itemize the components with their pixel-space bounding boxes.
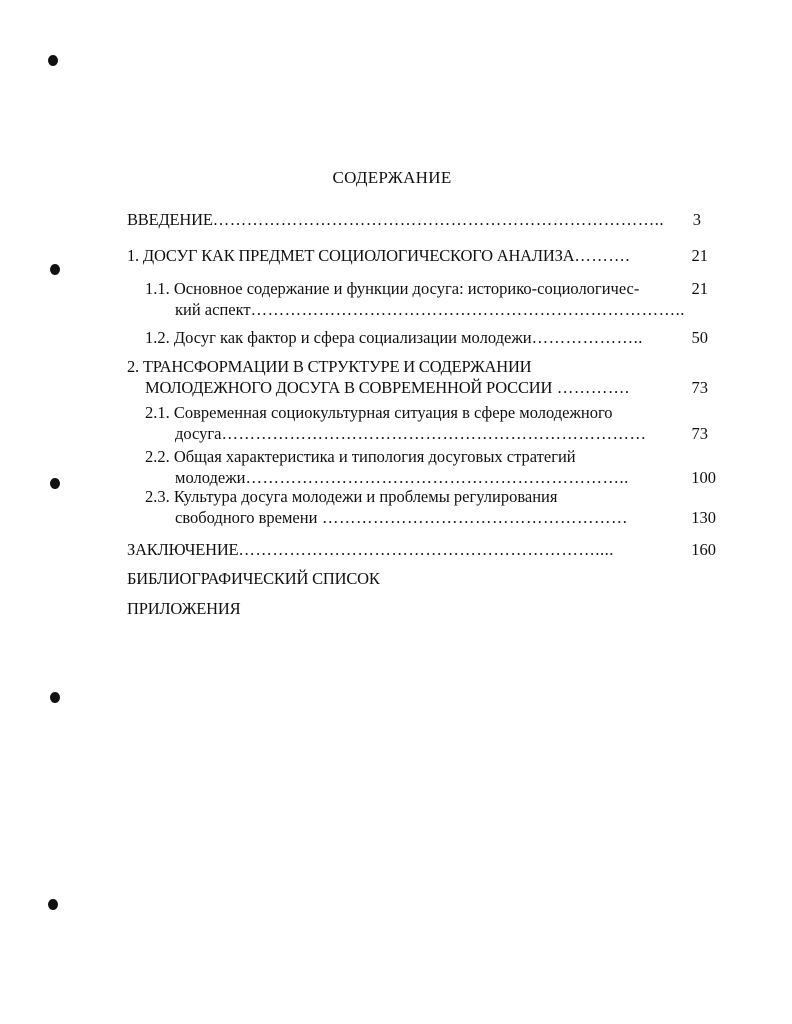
toc-entry-section-1-1-cont [175, 300, 685, 320]
entry-title-cont: досуга [175, 424, 222, 443]
toc-entry-section-1-1 [145, 279, 639, 299]
toc-entry-section-2-2-cont [175, 468, 629, 488]
binder-hole [50, 478, 60, 489]
toc-entry-appendices [127, 599, 240, 619]
page-number: 130 [691, 508, 716, 527]
entry-title-cont: молодежи [175, 468, 246, 487]
page-number: 73 [691, 378, 708, 397]
entry-title: 1.2. Досуг как фактор и сфера социализации молодежи [145, 328, 532, 347]
binder-hole [48, 55, 58, 66]
toc-entry-section-2-1-cont [175, 424, 647, 444]
entry-title: БИБЛИОГРАФИЧЕСКИЙ СПИСОК [127, 569, 380, 588]
binder-hole [50, 264, 60, 275]
leader-dots: ………. [574, 246, 630, 265]
page-number: 21 [691, 279, 708, 298]
toc-entry-section-2-3-cont [175, 508, 628, 528]
toc-entry-chapter-1 [127, 246, 630, 266]
toc-entry-section-2-2 [145, 447, 576, 467]
page-number: 160 [691, 540, 716, 559]
toc-entry-conclusion [127, 540, 614, 560]
leader-dots: …………………………………………………………………….. [212, 210, 664, 229]
entry-title: 1. ДОСУГ КАК ПРЕДМЕТ СОЦИОЛОГИЧЕСКОГО АНАЛИЗА [127, 246, 575, 265]
page-number: 50 [691, 328, 708, 347]
toc-entry-section-2-1 [145, 403, 613, 423]
entry-title: 2.2. Общая характеристика и типология досуговых стратегий [145, 447, 576, 466]
toc-entry-introduction [127, 210, 664, 230]
leader-dots: ………………………………………………………….. [245, 468, 629, 487]
leader-dots: ……………………………………………… [317, 508, 629, 527]
leader-dots: ……………………………………………………….... [238, 540, 614, 559]
binder-hole [48, 899, 58, 910]
entry-title: 2.1. Современная социокультурная ситуация в сфере молодежного [145, 403, 613, 422]
entry-title-cont: МОЛОДЕЖНОГО ДОСУГА В СОВРЕМЕННОЙ РОССИИ [145, 378, 553, 397]
entry-title: 1.1. Основное содержание и функции досуга: историко-социологичес- [145, 279, 640, 298]
entry-title: 2.3. Культура досуга молодежи и проблемы регулирования [145, 487, 558, 506]
toc-heading: СОДЕРЖАНИЕ [332, 168, 452, 187]
leader-dots: ……………….. [531, 328, 643, 347]
toc-entry-bibliography [127, 569, 380, 589]
page-number: 3 [692, 210, 701, 229]
leader-dots: ………………………………………………………………….. [250, 300, 685, 319]
page-number: 100 [691, 468, 716, 487]
entry-title: ВВЕДЕНИЕ [127, 210, 213, 229]
entry-title: ЗАКЛЮЧЕНИЕ [127, 540, 239, 559]
entry-title-cont: свободного времени [175, 508, 318, 527]
entry-title-cont: кий аспект [175, 300, 251, 319]
toc-entry-section-1-2 [145, 328, 643, 348]
entry-title: ПРИЛОЖЕНИЯ [127, 599, 241, 618]
page-number: 21 [691, 246, 708, 265]
entry-title: 2. ТРАНСФОРМАЦИИ В СТРУКТУРЕ И СОДЕРЖАНИИ [127, 357, 532, 376]
toc-entry-section-2-3 [145, 487, 557, 507]
toc-entry-chapter-2-cont [145, 378, 629, 398]
leader-dots: ………………………………………………………………… [221, 424, 647, 443]
leader-dots: …………. [552, 378, 630, 397]
page-number: 73 [691, 424, 708, 443]
binder-hole [50, 692, 60, 703]
toc-entry-chapter-2 [127, 357, 531, 377]
